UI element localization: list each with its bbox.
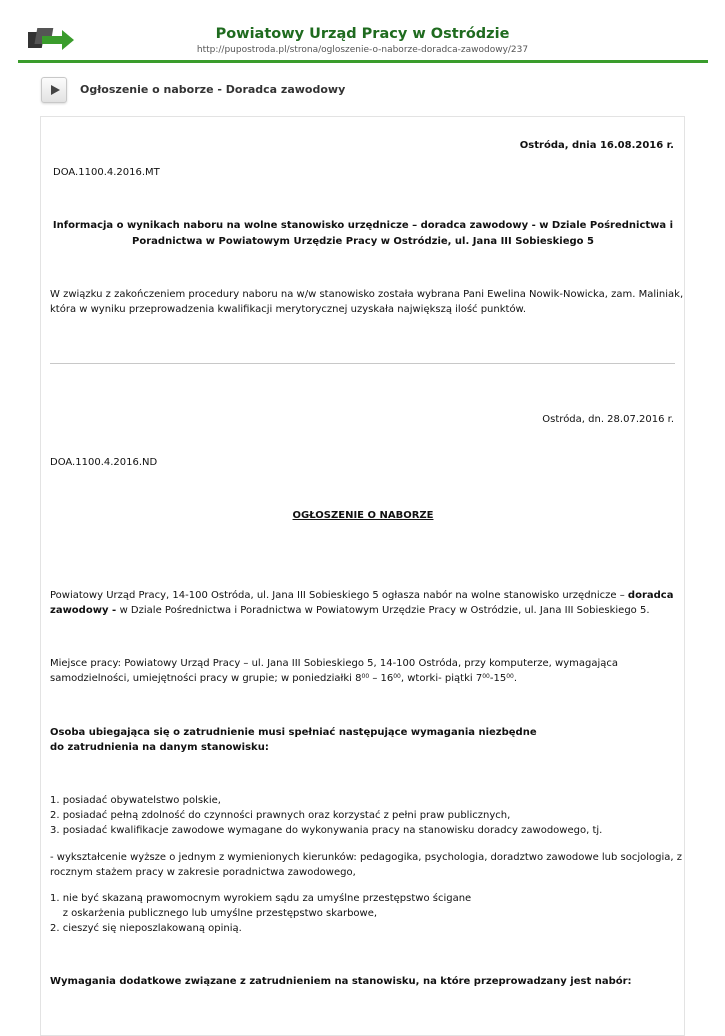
list-item: z oskarżenia publicznego lub umyślne przestępstwo skarbowe, bbox=[50, 908, 378, 919]
result-body-line2: która w wyniku przeprowadzenia kwalifikacji merytorycznej uzyskała największą ilość punktów. bbox=[50, 304, 527, 315]
workplace-line2: samodzielności, umiejętności pracy w grupie; w poniedziałki $8^{00} - 16^{00}$, wtorki- piątki $7^{00}-15^{00}$. bbox=[50, 673, 518, 684]
notice-title: OGŁOSZENIE O NABORZE bbox=[292, 510, 434, 521]
result-reference: DOA.1100.4.2016.MT bbox=[53, 167, 160, 178]
result-body-line1: W związku z zakończeniem procedury naboru na w/w stanowisko została wybrana Pani Ewelina Nowik-Nowicka, zam. Maliniak, bbox=[50, 289, 684, 300]
header-divider bbox=[18, 60, 708, 63]
list-item: 1. nie być skazaną prawomocnym wyrokiem sądu za umyślne przestępstwo ścigane bbox=[50, 893, 472, 904]
site-title: Powiatowy Urząd Pracy w Ostródzie bbox=[215, 26, 510, 42]
notice-intro-line1: Powiatowy Urząd Pracy, 14-100 Ostróda, ul. Jana III Sobieskiego 5 ogłasza nabór na wolne stanowisko urzędnicze – doradca bbox=[50, 590, 674, 601]
list-item: 2. cieszyć się nieposzlakowaną opinią. bbox=[50, 923, 242, 934]
result-date: Ostróda, dnia 16.08.2016 r. bbox=[519, 140, 674, 151]
result-title-line2: Poradnictwa w Powiatowym Urzędzie Pracy w Ostródzie, ul. Jana III Sobieskiego 5 bbox=[132, 236, 594, 247]
workplace-line1: Miejsce pracy: Powiatowy Urząd Pracy – ul. Jana III Sobieskiego 5, 14-100 Ostróda, przy komputerze, wymagająca bbox=[50, 658, 618, 669]
page-title: Ogłoszenie o naborze - Doradca zawodowy bbox=[80, 83, 346, 96]
result-title-line1: Informacja o wynikach naboru na wolne stanowisko urzędnicze – doradca zawodowy - w Dziale Pośrednictwa i bbox=[52, 220, 674, 231]
site-header bbox=[0, 0, 725, 62]
section-divider bbox=[50, 363, 675, 364]
list-item: 1. posiadać obywatelstwo polskie, bbox=[50, 795, 221, 806]
notice-date: Ostróda, dn. 28.07.2016 r. bbox=[542, 414, 674, 425]
list-item: 2. posiadać pełną zdolność do czynności prawnych oraz korzystać z pełni praw publicznych, bbox=[50, 810, 511, 821]
additional-requirements-heading: Wymagania dodatkowe związane z zatrudnieniem na stanowisku, na które przeprowadzany jest nabór: bbox=[50, 976, 632, 987]
education-line2: rocznym stażem pracy w zakresie poradnictwa zawodowego, bbox=[50, 867, 356, 878]
play-icon bbox=[51, 85, 60, 95]
notice-intro-line2: zawodowy - w Dziale Pośrednictwa i Poradnictwa w Powiatowym Urzędzie Pracy w Ostródzie, ul. Jana III Sobieskiego 5. bbox=[50, 605, 650, 616]
requirements-heading-line2: do zatrudnienia na danym stanowisku: bbox=[50, 742, 269, 753]
list-item: 3. posiadać kwalifikacje zawodowe wymagane do wykonywania pracy na stanowisku doradcy zawodowego, tj. bbox=[50, 825, 603, 836]
education-line1: - wykształcenie wyższe o jednym z wymienionych kierunków: pedagogika, psychologia, doradztwo zawodowe lub socjologia, z bbox=[50, 852, 683, 863]
requirements-heading-line1: Osoba ubiegająca się o zatrudnienie musi spełniać następujące wymagania niezbędne bbox=[50, 727, 537, 738]
notice-reference: DOA.1100.4.2016.ND bbox=[50, 457, 158, 468]
arrow-button[interactable] bbox=[41, 77, 67, 103]
site-url[interactable]: http://pupostroda.pl/strona/ogloszenie-o-naborze-doradca-zawodowy/237 bbox=[196, 45, 529, 55]
